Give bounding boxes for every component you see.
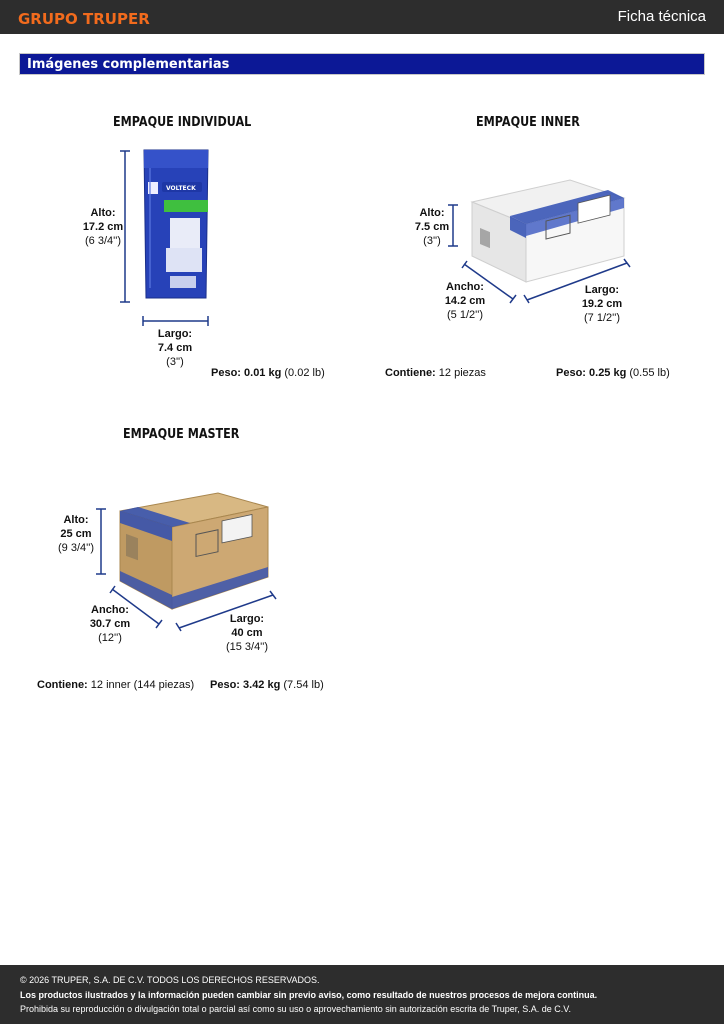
section-header-bar (19, 53, 705, 75)
master-height-label (52, 513, 100, 555)
individual-length-label (145, 327, 205, 369)
footer-notice: Los productos ilustrados y la información pueden cambiar sin previo aviso, como resultado de nuestros procesos de mejora continua. (20, 990, 598, 1000)
master-height-cm: 25 cm (60, 528, 92, 540)
master-weight-caption: Peso: (210, 679, 244, 691)
individual-length-caption: Largo: (157, 328, 193, 340)
inner-height-label (411, 206, 453, 248)
master-height-caption: Alto: (63, 514, 89, 526)
footer-prohibition: Prohibida su reproducción o divulgación total o parcial así como su uso o aprovechamiento sin autorización escrita de Truper, S.A. de C.V. (20, 1004, 571, 1014)
inner-width-in: (5 1/2'') (447, 309, 483, 321)
individual-height-cm: 17.2 cm (82, 221, 124, 233)
master-height-in: (9 3/4'') (58, 542, 94, 554)
master-length-caption: Largo: (229, 613, 265, 625)
inner-length-in: (7 1/2'') (584, 312, 620, 324)
individual-weight-caption: Peso: (211, 367, 245, 379)
top-header (0, 0, 724, 34)
inner-package-title: EMPAQUE INNER (476, 115, 580, 130)
inner-width-cm: 14.2 cm (444, 295, 486, 307)
inner-contents-value: 12 piezas (438, 367, 486, 379)
inner-weight-kg: 0.25 kg (589, 367, 630, 379)
individual-package-title: EMPAQUE INDIVIDUAL (113, 115, 252, 130)
section-title: Imágenes complementarias (27, 57, 230, 72)
individual-length-in: (3'') (166, 356, 184, 368)
master-weight (210, 679, 324, 691)
brand-logo: GRUPO TRUPER (18, 10, 150, 28)
master-contents-caption: Contiene: (37, 679, 91, 691)
inner-height-caption: Alto: (419, 207, 445, 219)
master-width-in: (12'') (98, 632, 122, 644)
master-weight-lb: (7.54 lb) (283, 679, 324, 691)
individual-length-cm: 7.4 cm (157, 342, 193, 354)
individual-weight-lb: (0.02 lb) (284, 367, 325, 379)
individual-weight (211, 367, 325, 379)
document-type-label: Ficha técnica (617, 8, 706, 25)
page-footer (0, 965, 724, 1024)
master-width-cm: 30.7 cm (89, 618, 131, 630)
inner-width-caption: Ancho: (446, 281, 484, 293)
inner-contents (385, 367, 486, 379)
master-width-label (83, 603, 137, 645)
individual-length-dimension-line (142, 314, 210, 328)
inner-weight-lb: (0.55 lb) (629, 367, 670, 379)
master-package-title: EMPAQUE MASTER (123, 427, 240, 442)
individual-height-caption: Alto: (90, 207, 116, 219)
inner-weight (556, 367, 670, 379)
inner-height-in: (3'') (423, 235, 441, 247)
individual-height-in: (6 3/4'') (85, 235, 121, 247)
inner-length-label (573, 283, 631, 325)
inner-contents-caption: Contiene: (385, 367, 439, 379)
pack-brand-text: VOLTECK (166, 185, 196, 192)
individual-package-image (140, 148, 212, 304)
inner-weight-caption: Peso: (556, 367, 590, 379)
inner-width-label (438, 280, 492, 322)
master-weight-kg: 3.42 kg (243, 679, 284, 691)
master-width-caption: Ancho: (91, 604, 129, 616)
master-contents-value: 12 inner (144 piezas) (90, 679, 195, 691)
master-length-cm: 40 cm (231, 627, 263, 639)
inner-height-cm: 7.5 cm (414, 221, 450, 233)
footer-copyright: © 2026 TRUPER, S.A. DE C.V. TODOS LOS DERECHOS RESERVADOS. (20, 975, 320, 985)
individual-weight-kg: 0.01 kg (244, 367, 285, 379)
individual-height-label (78, 206, 128, 248)
inner-length-cm: 19.2 cm (581, 298, 623, 310)
inner-length-caption: Largo: (584, 284, 620, 296)
master-contents (37, 679, 194, 691)
master-length-label (218, 612, 276, 654)
master-length-in: (15 3/4'') (225, 641, 269, 653)
